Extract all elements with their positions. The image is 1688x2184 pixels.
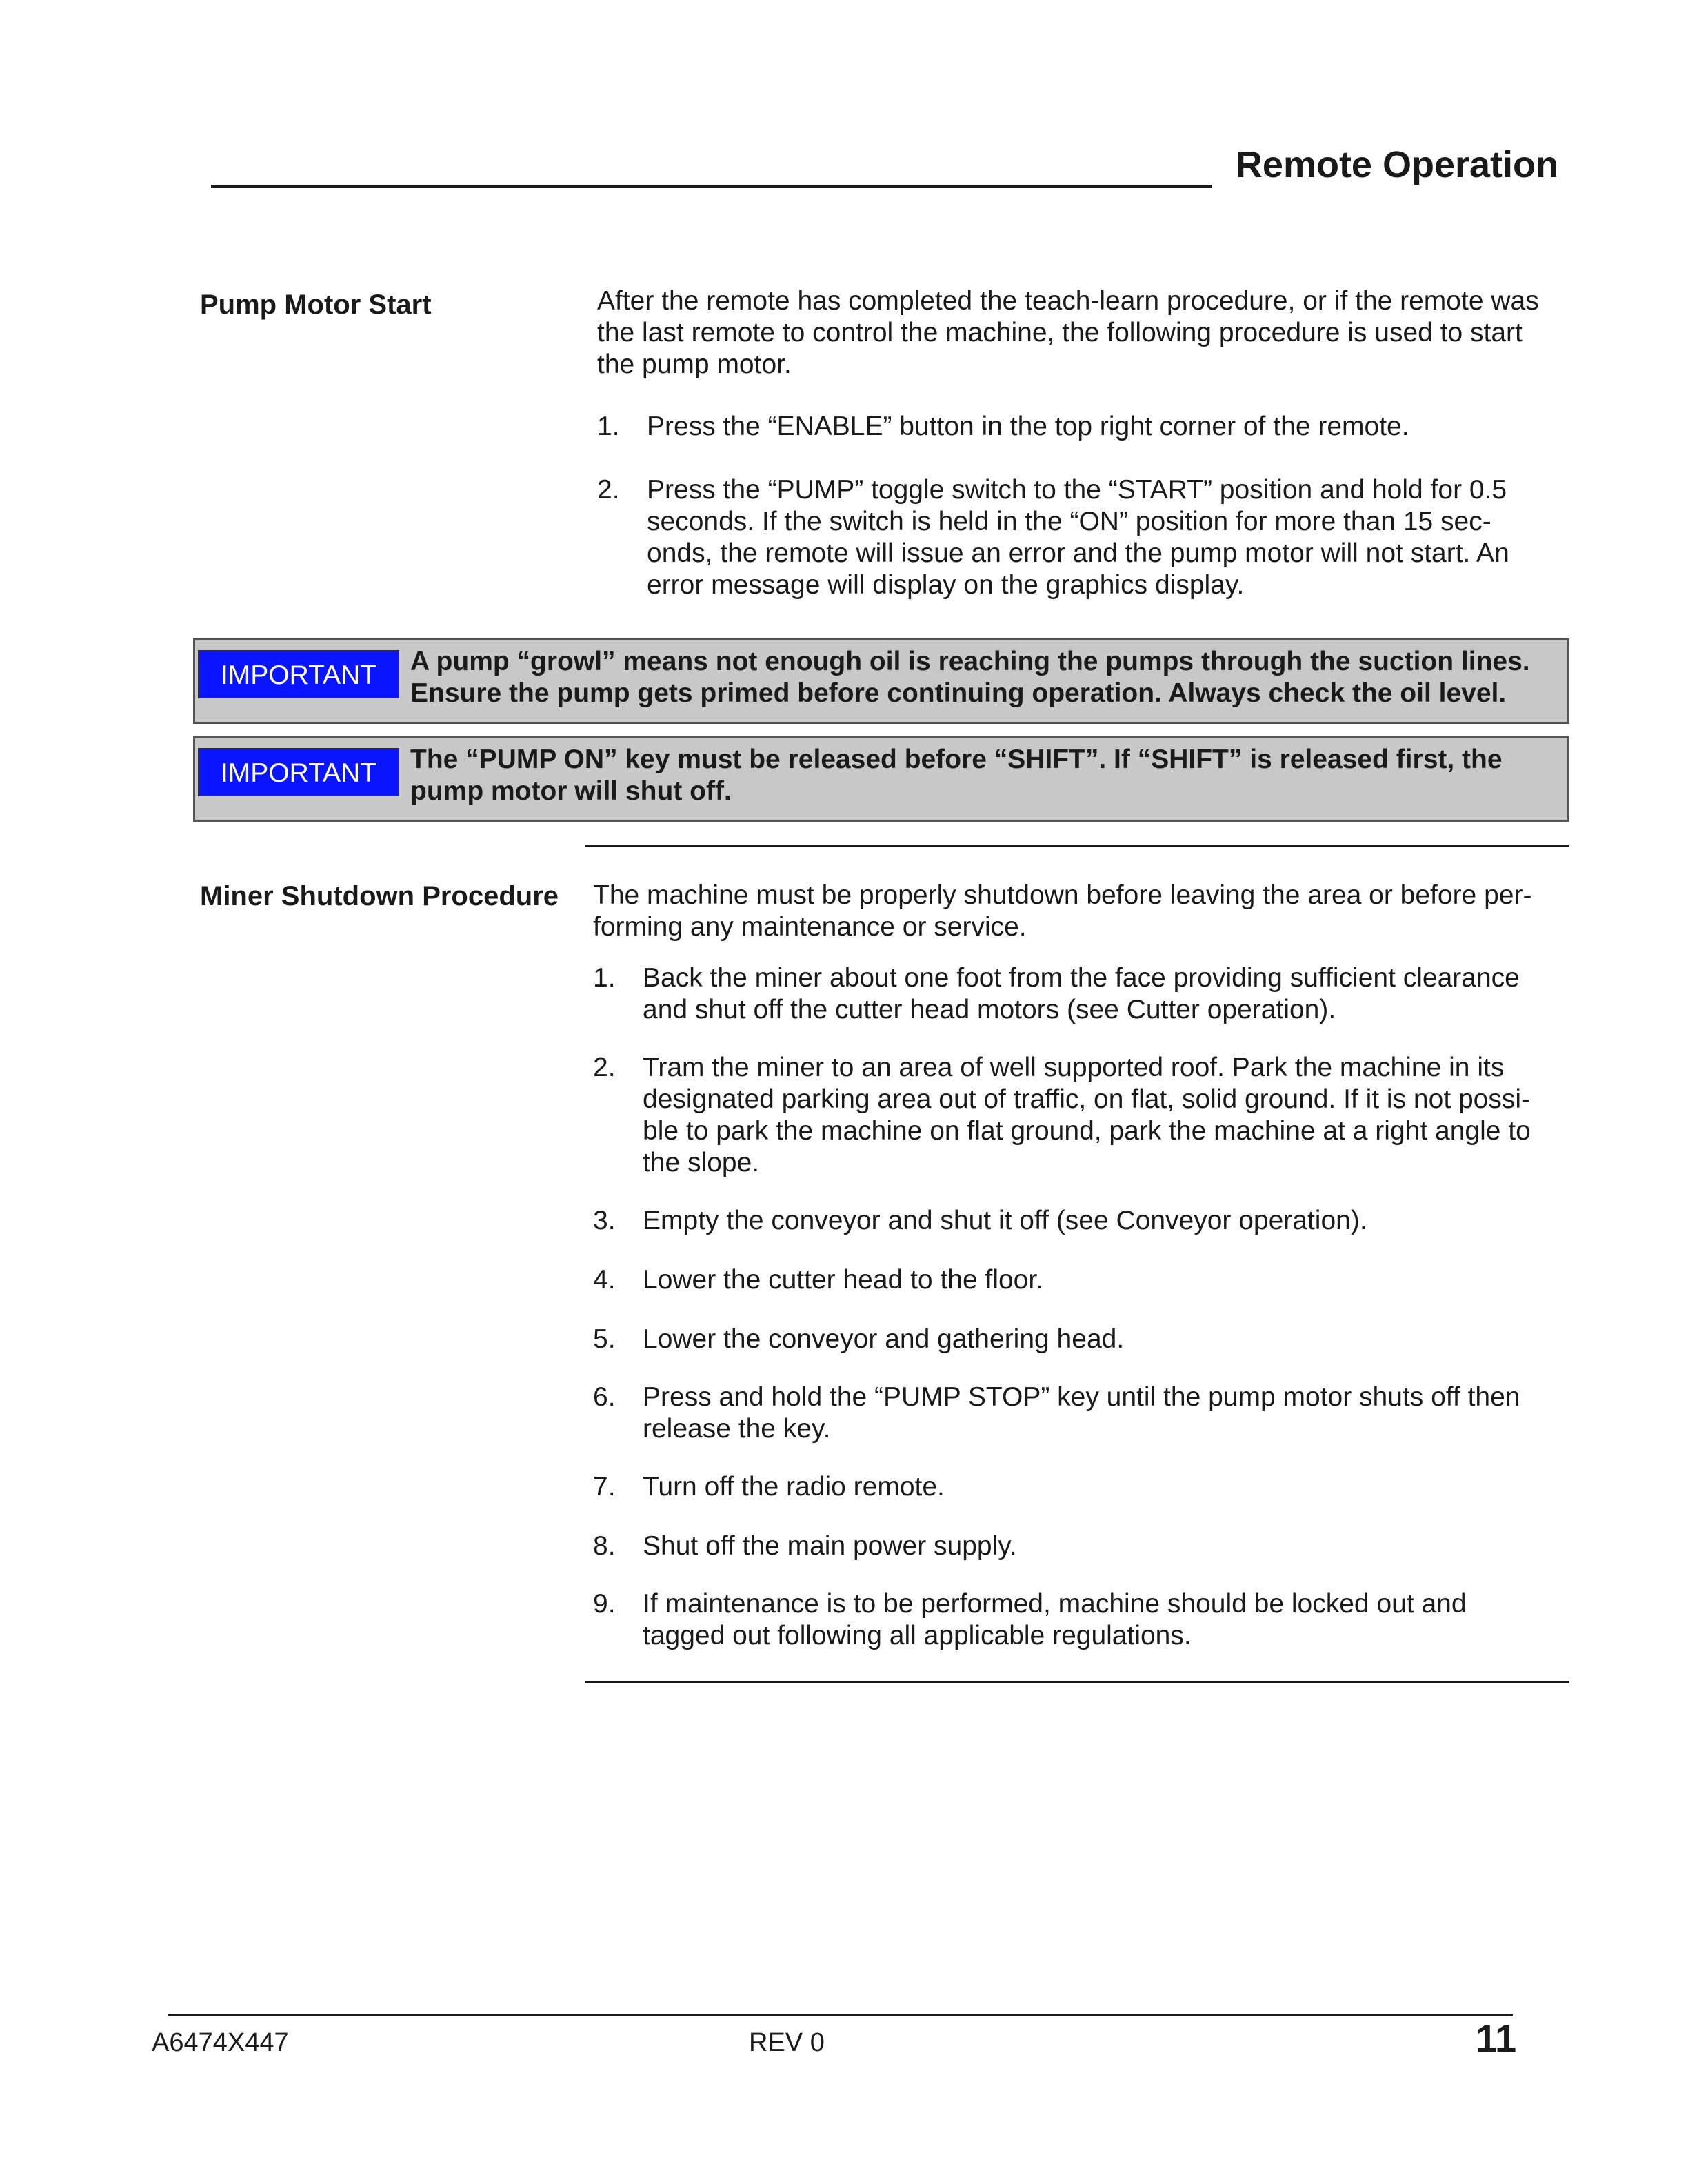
footer-page-number: 11 — [1476, 2016, 1517, 2060]
step-line: tagged out following all applicable regulations. — [643, 1621, 1192, 1650]
step-line: Press the “ENABLE” button in the top right corner of the remote. — [647, 412, 1409, 441]
important-note-growl — [193, 638, 1569, 724]
step-line: Back the miner about one foot from the face providing sufficient clearance — [643, 963, 1520, 993]
important-badge: IMPORTANT — [198, 748, 399, 796]
important-badge: IMPORTANT — [198, 650, 399, 698]
step-line: onds, the remote will issue an error and the pump motor will not start. An — [647, 538, 1509, 568]
step-text — [643, 1382, 1520, 1445]
step-text — [643, 1324, 1124, 1355]
step-number: 3. — [593, 1206, 616, 1235]
step-number: 1. — [593, 963, 616, 993]
step-number: 7. — [593, 1472, 616, 1502]
pump-motor-start-intro — [597, 285, 1576, 381]
step-line: release the key. — [643, 1414, 831, 1444]
step-number: 1. — [597, 412, 620, 441]
step-line: error message will display on the graphics display. — [647, 570, 1245, 600]
step-line: designated parking area out of traffic, on flat, solid ground. If it is not possi- — [643, 1084, 1531, 1114]
step-number: 5. — [593, 1324, 616, 1354]
step-text — [647, 474, 1509, 601]
step-number: 4. — [593, 1265, 616, 1295]
shutdown-step-9 — [593, 1588, 1572, 1655]
important-line: pump motor will shut off. — [410, 776, 732, 806]
step-text — [643, 962, 1520, 1026]
shutdown-step-7 — [593, 1471, 1572, 1506]
important-line: The “PUMP ON” key must be released before “SHIFT”. If “SHIFT” is released first, the — [410, 745, 1503, 774]
step-line: seconds. If the switch is held in the “ON” position for more than 15 sec- — [647, 507, 1491, 536]
step-line: Turn off the radio remote. — [643, 1472, 945, 1502]
footer-rule — [168, 2014, 1513, 2016]
step-number: 2. — [597, 475, 620, 505]
step-text — [643, 1205, 1367, 1237]
step-text — [643, 1471, 945, 1503]
step-text — [643, 1052, 1531, 1179]
shutdown-step-6 — [593, 1382, 1572, 1448]
step-line: and shut off the cutter head motors (see Cutter operation). — [643, 995, 1336, 1024]
shutdown-step-4 — [593, 1264, 1572, 1299]
important-text — [410, 744, 1554, 807]
step-line: If maintenance is to be performed, machine should be locked out and — [643, 1589, 1467, 1619]
step-number: 8. — [593, 1531, 616, 1561]
step-line: Press the “PUMP” toggle switch to the “START” position and hold for 0.5 — [647, 475, 1507, 505]
important-note-pump-on — [193, 736, 1569, 822]
step-number: 9. — [593, 1589, 616, 1619]
step-line: ble to park the machine on flat ground, park the machine at a right angle to — [643, 1116, 1531, 1146]
pump-step-2 — [597, 474, 1576, 605]
step-line: the slope. — [643, 1148, 760, 1177]
shutdown-step-3 — [593, 1205, 1572, 1240]
step-line: Lower the conveyor and gathering head. — [643, 1324, 1125, 1354]
miner-shutdown-intro — [593, 880, 1572, 943]
shutdown-step-8 — [593, 1530, 1572, 1565]
important-line: Ensure the pump gets primed before continuing operation. Always check the oil level. — [410, 678, 1507, 708]
step-line: Press and hold the “PUMP STOP” key until the pump motor shuts off then — [643, 1382, 1520, 1412]
section-divider — [585, 845, 1569, 847]
intro-line: the pump motor. — [597, 350, 792, 379]
important-text — [410, 646, 1554, 709]
shutdown-step-5 — [593, 1324, 1572, 1358]
step-line: Empty the conveyor and shut it off (see Conveyor operation). — [643, 1206, 1367, 1235]
step-text — [643, 1530, 1017, 1562]
section-divider — [585, 1681, 1569, 1683]
footer-doc-number: A6474X447 — [152, 2028, 289, 2057]
important-line: A pump “growl” means not enough oil is reaching the pumps through the suction lines. — [410, 647, 1530, 676]
section-label-miner-shutdown: Miner Shutdown Procedure — [200, 881, 559, 911]
intro-line: the last remote to control the machine, the following procedure is used to start — [597, 318, 1523, 347]
step-line: Shut off the main power supply. — [643, 1531, 1017, 1561]
shutdown-step-2 — [593, 1052, 1572, 1183]
pump-step-1 — [597, 411, 1576, 445]
step-line: Lower the cutter head to the floor. — [643, 1265, 1044, 1295]
step-text — [643, 1588, 1467, 1652]
step-text — [647, 411, 1409, 443]
intro-line: After the remote has completed the teach-learn procedure, or if the remote was — [597, 286, 1539, 316]
section-label-pump-motor-start: Pump Motor Start — [200, 290, 432, 320]
step-number: 6. — [593, 1382, 616, 1412]
shutdown-step-1 — [593, 962, 1572, 1029]
header-rule — [211, 185, 1212, 188]
step-number: 2. — [593, 1053, 616, 1082]
step-line: Tram the miner to an area of well supported roof. Park the machine in its — [643, 1053, 1505, 1082]
footer-revision: REV 0 — [749, 2028, 825, 2057]
step-text — [643, 1264, 1043, 1296]
intro-line: forming any maintenance or service. — [593, 912, 1027, 942]
intro-line: The machine must be properly shutdown before leaving the area or before per- — [593, 880, 1532, 910]
page-title: Remote Operation — [1235, 144, 1558, 185]
